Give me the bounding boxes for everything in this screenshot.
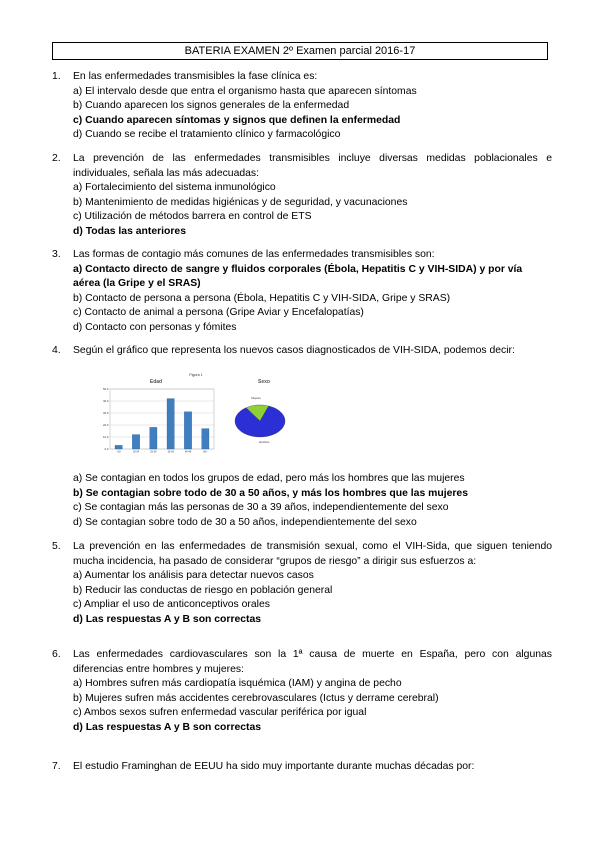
question-7 [52, 760, 552, 775]
option-b: b) Contacto de persona a persona (Ébola, Hepatitis C y VIH-SIDA, Gripe y SRAS) [73, 292, 451, 304]
option-b-correct: b) Se contagian sobre todo de 30 a 50 años, y más los hombres que las mujeres [73, 487, 468, 499]
option-a: a) Hombres sufren más cardiopatía isquémica (IAM) y angina de pecho [73, 678, 402, 689]
option-b: b) Mujeres sufren más accidentes cerebrovasculares (Ictus y derrame cerebral) [73, 692, 439, 704]
option-b: b) Cuando aparecen los signos generales de la enfermedad [73, 100, 350, 111]
pie-label: Mujeres [251, 397, 261, 401]
bar-0 [115, 445, 122, 449]
chart-caption-line: Figura 1 [189, 373, 203, 377]
exam-header: BATERIA EXAMEN 2º Examen parcial 2016-17 [52, 42, 548, 60]
bar-2 [150, 427, 157, 449]
question-number: 1. [52, 71, 61, 82]
y-tick-label: 0.0 [104, 447, 109, 451]
bar-1 [132, 435, 139, 449]
plot-area [110, 389, 214, 449]
question-6 [52, 648, 552, 735]
question-number: 6. [52, 649, 61, 660]
question-number: 7. [52, 761, 61, 772]
bar-3 [167, 399, 174, 449]
question-3 [52, 248, 552, 335]
option-c: c) Utilización de métodos barrera en control de ETS [73, 211, 312, 222]
option-b: b) Reducir las conductas de riesgo en población general [73, 584, 333, 596]
question-text: Las formas de contagio más comunes de las enfermedades transmisibles son: [73, 249, 435, 260]
x-tick-label: <20 [116, 450, 121, 454]
option-d-correct: d) Todas las anteriores [73, 225, 186, 237]
x-tick-label: 50+ [203, 450, 208, 454]
y-tick-label: 50.0 [103, 387, 109, 391]
option-a: a) Fortalecimiento del sistema inmunológico [73, 182, 276, 193]
option-a: a) Se contagian en todos los grupos de edad, pero más los hombres que las mujeres [73, 473, 465, 484]
question-text: Según el gráfico que representa los nuevos casos diagnosticados de VIH-SIDA, podemos decir: [73, 345, 515, 356]
question-text: La prevención de las enfermedades transmisibles incluye diversas medidas poblacionales e individuales, señala las más adecuadas: [73, 153, 552, 179]
bar-chart-title: Edad [149, 379, 163, 385]
question-1 [52, 70, 552, 143]
option-a: a) Aumentar los análisis para detectar nuevos casos [73, 570, 314, 581]
x-tick-label: 30-39 [167, 450, 174, 454]
y-tick-label: 20.0 [103, 423, 109, 427]
option-c: c) Ambos sexos sufren enfermedad vascular periférica por igual [73, 707, 367, 718]
pie-chart-title: Sexo [258, 379, 270, 385]
question-number: 3. [52, 249, 61, 260]
question-text: En las enfermedades transmisibles la fase clínica es: [73, 71, 318, 82]
option-d-correct: d) Las respuestas A y B son correctas [73, 721, 262, 733]
hiv-cases-chart [96, 371, 296, 469]
question-number: 5. [52, 541, 61, 552]
pie-label: Hombres [258, 440, 270, 444]
x-tick-label: 25-29 [150, 450, 157, 454]
question-4 [52, 344, 552, 359]
option-d-correct: d) Las respuestas A y B son correctas [73, 613, 262, 625]
option-a: a) El intervalo desde que entra el organismo hasta que aparecen síntomas [73, 85, 417, 97]
question-5 [52, 540, 552, 627]
bar-5 [202, 429, 209, 449]
y-tick-label: 40.0 [103, 399, 109, 403]
question-number: 2. [52, 153, 61, 164]
question-number: 4. [52, 345, 61, 356]
option-c: c) Contacto de animal a persona (Gripe Aviar y Encefalopatías) [73, 307, 364, 318]
option-d: d) Se contagian sobre todo de 30 a 50 años, independientemente del sexo [73, 516, 417, 528]
option-c: c) Ampliar el uso de anticonceptivos orales [73, 599, 270, 610]
option-c: c) Se contagian más las personas de 30 a 39 años, independientemente del sexo [73, 502, 449, 513]
question-2 [52, 152, 552, 239]
bar-4 [184, 412, 191, 449]
option-d: d) Contacto con personas y fómites [73, 321, 237, 333]
option-a-correct: a) Contacto directo de sangre y fluidos corporales (Ébola, Hepatitis C y VIH-SIDA) y por vía aérea (la Gripe y el SRAS) [73, 263, 523, 289]
x-tick-label: 20-24 [132, 450, 140, 454]
option-b: b) Mantenimiento de medidas higiénicas y de seguridad, y vacunaciones [73, 196, 408, 208]
question-text: El estudio Framinghan de EEUU ha sido muy importante durante muchas décadas por: [73, 761, 475, 772]
option-d: d) Cuando se recibe el tratamiento clínico y farmacológico [73, 129, 341, 140]
y-tick-label: 30.0 [103, 411, 109, 415]
question-text: Las enfermedades cardiovasculares son la 1ª causa de muerte en España, pero con algunas diferencias entre hombres y mujeres: [73, 649, 552, 675]
question-4-options [52, 472, 552, 530]
y-tick-label: 10.0 [103, 435, 109, 439]
bar-plot [103, 387, 214, 454]
option-c-correct: c) Cuando aparecen síntomas y signos que definen la enfermedad [73, 114, 401, 126]
question-text: La prevención en las enfermedades de transmisión sexual, como el VIH-Sida, que siguen teniendo mucha incidencia, ha pasado de considerar “grupos de riesgo” a dirigir sus esfuerzos a: [73, 541, 552, 567]
x-tick-label: 40-49 [184, 450, 192, 454]
